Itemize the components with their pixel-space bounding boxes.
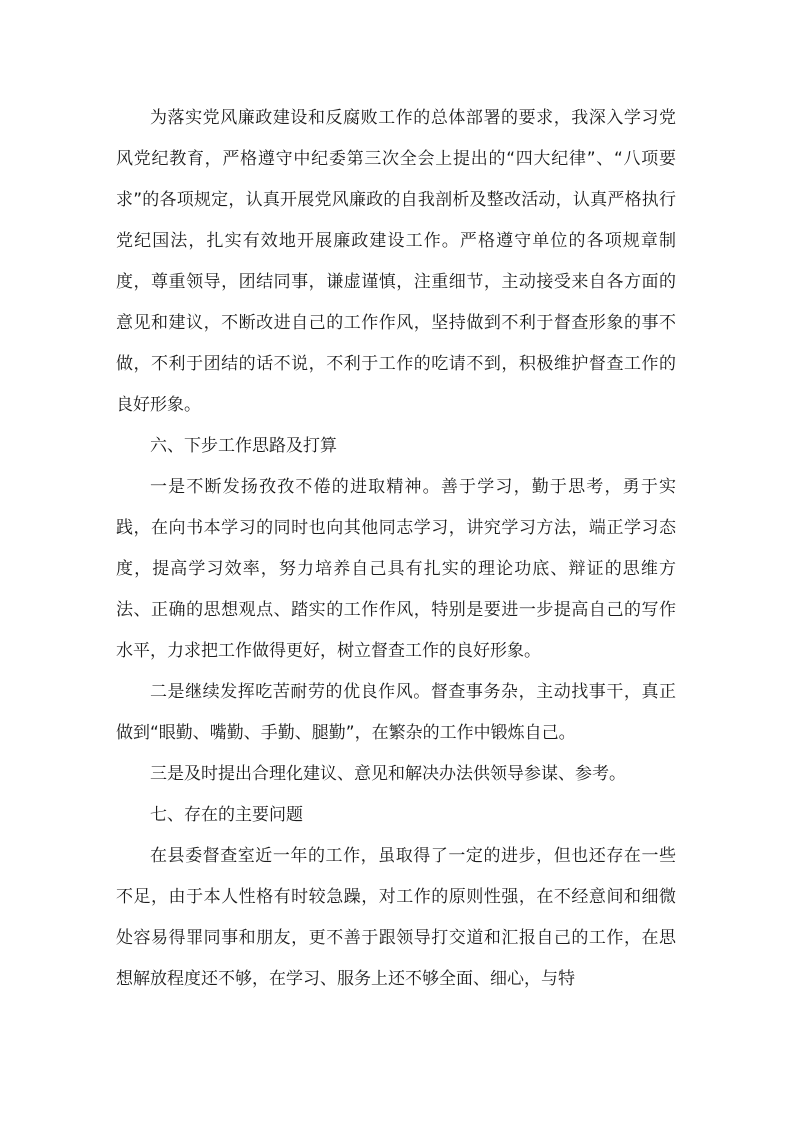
- paragraph-shortcomings: 在县委督查室近一年的工作，虽取得了一定的进步，但也还存在一些不足，由于本人性格有时较急躁，对工作的原则性强，在不经意间和细微处容易得罪同事和朋友，更不善于跟领导打交道和汇报自己的工作，在思想解放程度还不够，在学习、服务上还不够全面、细心，与特: [116, 846, 676, 989]
- paragraph-learning-spirit: 一是不断发扬孜孜不倦的进取精神。善于学习，勤于思考，勇于实践，在向书本学习的同时也向其他同志学习，讲究学习方法，端正学习态度，提高学习效率，努力培养自己具有扎实的理论功底、辩证的思维方法、正确的思想观点、踏实的工作作风，特别是要进一步提高自己的写作水平，力求把工作做得更好，树立督查工作的良好形象。: [116, 477, 676, 661]
- paragraph-suggestions: 三是及时提出合理化建议、意见和解决办法供领导参谋、参考。: [150, 764, 626, 784]
- section-heading-next-steps: 六、下步工作思路及打算: [150, 436, 337, 456]
- paragraph-hard-work: 二是继续发挥吃苦耐劳的优良作风。督查事务杂，主动找事干，真正做到“眼勤、嘴勤、手勤、腿勤”，在繁杂的工作中锻炼自己。: [116, 682, 676, 743]
- paragraph-party-discipline: 为落实党风廉政建设和反腐败工作的总体部署的要求，我深入学习党风党纪教育，严格遵守中纪委第三次全会上提出的“四大纪律”、“八项要求”的各项规定，认真开展党风廉政的自我剖析及整改活动，认真严格执行党纪国法，扎实有效地开展廉政建设工作。严格遵守单位的各项规章制度，尊重领导，团结同事，谦虚谨慎，注重细节，主动接受来自各方面的意见和建议，不断改进自己的工作作风，坚持做到不利于督查形象的事不做，不利于团结的话不说，不利于工作的吃请不到，积极维护督查工作的良好形象。: [116, 108, 676, 415]
- document-body: [116, 98, 676, 1000]
- section-heading-problems: 七、存在的主要问题: [150, 805, 303, 825]
